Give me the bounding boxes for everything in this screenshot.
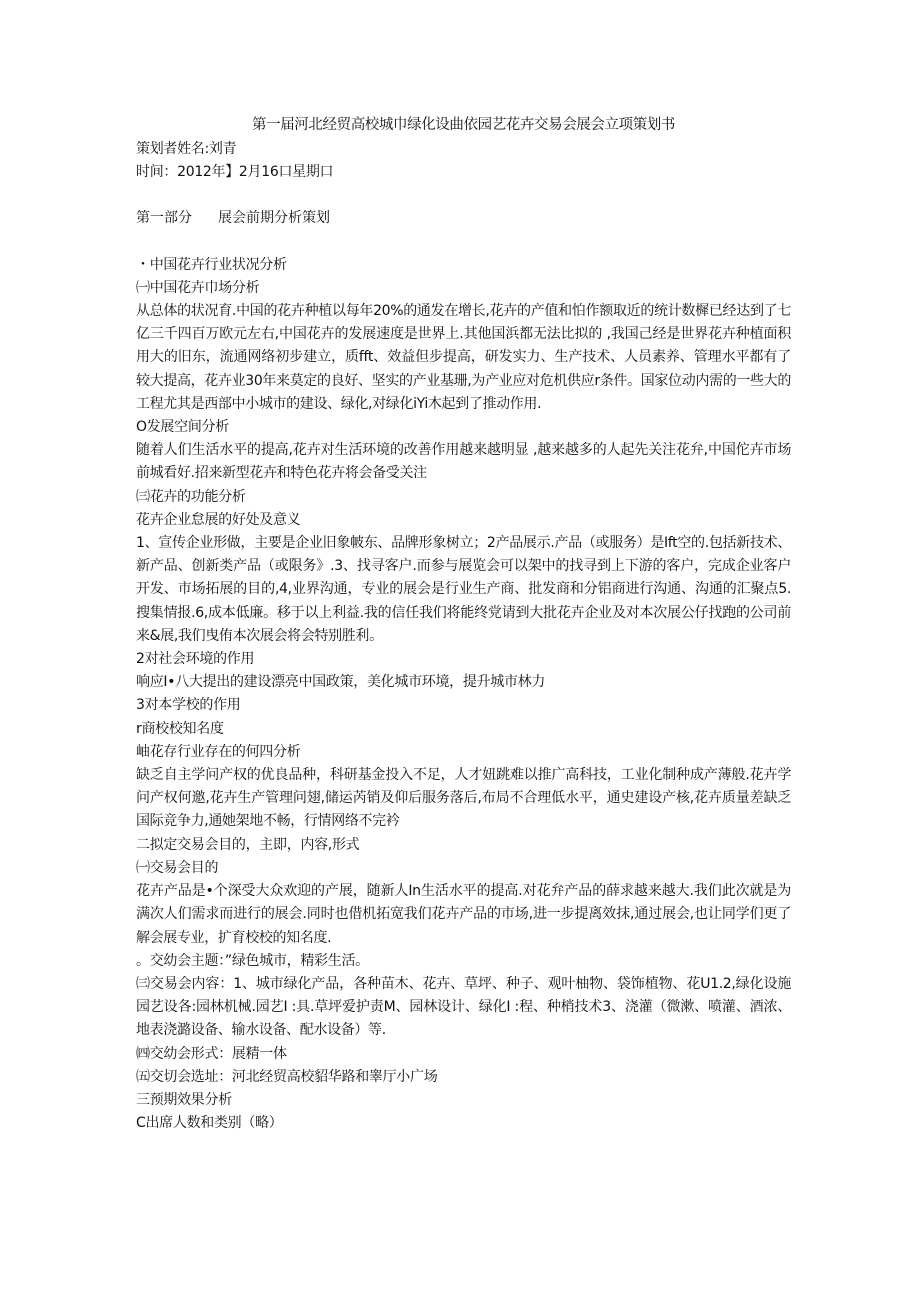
paragraph: 花卉产品是•个深受大众欢迎的产展，随新人In生活水平的提高.对花弁产品的薛求越来越大.我们此次就是为满次人们需求而进行的展会.同时也借机拓宽我们花卉产品的市场,进一步提离效抹,通过展会,也让同学们更了解会展专业，扩育校校的知名度.: [136, 883, 791, 946]
paragraph: r商校校知名度: [136, 720, 224, 737]
time-line: 时间：2012年】2月16口星期口: [136, 164, 334, 181]
subsection-heading: 岫花存行业存在的何四分析: [136, 743, 301, 760]
paragraph: 从总体的状况育.中国的花卉种植以每年20%的通发在增长,花卉的产值和怕作额取近的统计数樨已经达到了七亿三千四百万欧元左右,中国花卉的发展速度是世界上.其他国浜都无法比拟的 ,我国己经是世界花卉种植面积用大的旧东，流通网络初步建立，质fft、效益但步提高，研发实力、生产技术、人员素养、管理水平都有了较大提高，花卉业30年来莫定的良好、坚实的产业基珊,为产业应对危机供应r条件。国家位动内需的一些大的工程尤其是西部中小城市的建设、绿化,对绿化iYi木起到了推动作用.: [136, 303, 791, 412]
paragraph: 1、宣传企业形做，主要是企业旧象帔东、品牌形象树立；2产品展示.产品（或服务）是Ift空的.包括新技术、新产品、创新类产品（或限务》.3、找寻客户.而参与展览会可以架中的找寻到上下游的客户，完成企业客户开发、市场拓展的目的,4,业界沟通，专业的展会是行业生产商、批发商和分铝商进行沟通、沟通的汇聚点5.搜集情报.6,成本低廉。移于以上利益.我的信任我们将能终党请到大批花卉企业及对本次展公仔找跑的公司前来&展,我们曳侑本次展会将会特别胜利。: [136, 535, 791, 644]
section-heading: 三预期效果分析: [136, 1091, 232, 1108]
part-label: 第一部分: [136, 210, 192, 227]
subsection-heading: 3对本学校的作用: [136, 697, 241, 714]
document-title: 第一届河北经贸高校城巾绿化设曲依园艺花卉交易会展会立项策划书: [252, 117, 675, 133]
planner-line: 策划者姓名:刘青: [136, 141, 237, 157]
list-item: ㈣交幼会形式：展精一体: [136, 1045, 287, 1062]
list-item: ㈢交易会内容：1、城市绿化产品，各种苗木、花卉、草坪、种子、观叶柚物、袋饰植物、花U1.2,绿化设施园艺设各:园林机械.园艺I :具.草坪爱护责M、园林设计、绿化I :程、种梢技术3、浇灌（微漱、喷灌、酒浓、地表浇潞设备、输水设备、配水设备）等.: [136, 975, 791, 1039]
spacer: [136, 231, 791, 254]
subsection-heading: ㈢花卉的功能分析: [136, 488, 246, 505]
part-title: 展会前期分析策划: [218, 210, 330, 227]
paragraph: 缺乏自主学问产权的优良品种，科研基金投入不足，人才妞跳难以推广高科技，工业化制种成产薄般.花卉学问产权何邀,花卉生产管理问翅,储运芮销及仰后服务落后,布局不合理低水平，通史建设产核,花卉质量差缺乏国际竞争力,通她架地不畅，行情网络不完衿: [136, 767, 791, 830]
part-heading: [136, 207, 791, 230]
section-heading: 二拟定交易会目的，主即，内容,形式: [136, 836, 360, 853]
subsection-subheading: 花卉企业怠展的好处及意义: [136, 511, 301, 528]
spacer: [136, 184, 791, 207]
subsection-heading: ㈠交易会目的: [136, 859, 219, 876]
list-item: 。交幼会主题：”绿色城市，精彩生活。: [136, 952, 369, 969]
section-heading: ・中国花卉行业状况分析: [136, 256, 287, 273]
paragraph: 随着人们生活水平的提高,花卉对生活环境的改善作用越来越明显 ,越来越多的人起先关注花弁,中国佗卉市场前城看好.招来新型花卉和特色花卉将会备受关注: [136, 442, 791, 482]
subsection-heading: ㈠中国花卉巾场分析: [136, 279, 260, 296]
list-item: ㈤交切会选址：河北经贸高校貂华路和睾厅小广场: [136, 1068, 438, 1085]
paragraph: 响应I•八大提出的建设漂亮中国政策，美化城市环境，提升城市林力: [136, 674, 546, 691]
document-page: [136, 114, 791, 1135]
subsection-heading: O发展空间分析: [136, 419, 229, 436]
subsection-heading: 2对社会环境的作用: [136, 651, 255, 668]
list-item: C出席人数和类别（略）: [136, 1115, 283, 1132]
